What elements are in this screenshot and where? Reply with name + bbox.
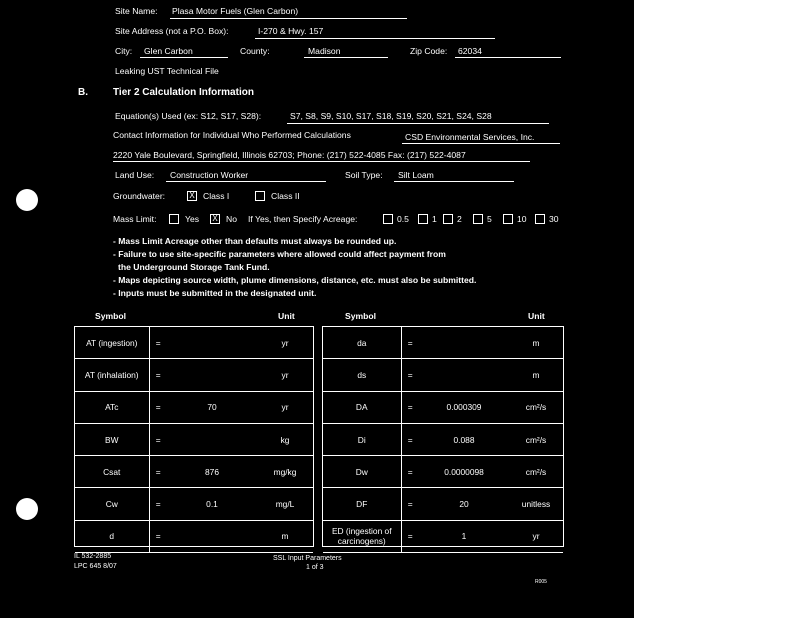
param-value[interactable]: 70 [167, 391, 257, 423]
param-equals: = [149, 423, 167, 455]
zip-underline [455, 57, 561, 58]
param-equals: = [401, 456, 419, 488]
param-unit: yr [257, 327, 313, 359]
contact-company: CSD Environmental Services, Inc. [405, 132, 535, 142]
param-symbol: da [323, 327, 401, 359]
param-symbol: ATc [75, 391, 149, 423]
equations-value: S7, S8, S9, S10, S17, S18, S19, S20, S21, S24, S28 [290, 111, 492, 121]
mass-limit-no-checkbox[interactable]: X [210, 214, 220, 224]
param-unit: m [509, 359, 563, 391]
site-address-label: Site Address (not a P.O. Box): [115, 26, 229, 36]
site-name-value: Plasa Motor Fuels (Glen Carbon) [172, 6, 299, 16]
param-symbol: Di [323, 423, 401, 455]
note-item: - Inputs must be submitted in the designated unit. [113, 288, 317, 298]
param-symbol: DA [323, 391, 401, 423]
param-equals: = [401, 359, 419, 391]
county-underline [304, 57, 388, 58]
table-row [323, 456, 563, 488]
table-row [323, 359, 563, 391]
param-symbol: ds [323, 359, 401, 391]
zip-label: Zip Code: [410, 46, 448, 56]
county-label: County: [240, 46, 270, 56]
acreage-option-2: 2 [457, 214, 462, 224]
form-id: IL 532-2885 [74, 553, 112, 560]
land-use-underline [166, 181, 326, 182]
param-value[interactable] [167, 520, 257, 552]
param-equals: = [401, 520, 419, 552]
acreage-option-10: 10 [517, 214, 527, 224]
param-unit: cm²/s [509, 456, 563, 488]
param-unit: yr [509, 520, 563, 552]
class-ii-checkbox[interactable] [255, 191, 265, 201]
param-symbol: Cw [75, 488, 149, 520]
acreage-label: If Yes, then Specify Acreage: [248, 214, 358, 224]
param-unit: yr [257, 391, 313, 423]
param-symbol: BW [75, 423, 149, 455]
param-equals: = [149, 456, 167, 488]
param-unit: unitless [509, 488, 563, 520]
contact-underline [402, 143, 560, 144]
acreage-checkbox-5[interactable] [473, 214, 483, 224]
contact-label: Contact Information for Individual Who Performed Calculations [113, 130, 351, 140]
param-value[interactable]: 20 [419, 488, 509, 520]
param-value[interactable] [419, 359, 509, 391]
city-value: Glen Carbon [144, 46, 193, 56]
param-symbol: AT (ingestion) [75, 327, 149, 359]
tiny-page-mark: R005 [535, 579, 547, 585]
soil-type-underline [394, 181, 514, 182]
contact-address-underline [113, 161, 530, 162]
left-unit-header: Unit [278, 311, 295, 321]
mass-limit-label: Mass Limit: [113, 214, 157, 224]
class-i-checkbox[interactable]: X [187, 191, 197, 201]
param-symbol: DF [323, 488, 401, 520]
param-equals: = [401, 488, 419, 520]
land-use-value: Construction Worker [170, 170, 249, 180]
punch-hole-top [16, 189, 38, 211]
right-unit-header: Unit [528, 311, 545, 321]
note-item: - Failure to use site-specific parameters where allowed could affect payment from [113, 249, 446, 259]
acreage-option-1: 1 [432, 214, 437, 224]
param-equals: = [149, 327, 167, 359]
param-value[interactable] [167, 359, 257, 391]
zip-value: 62034 [458, 46, 482, 56]
table-row [75, 520, 313, 552]
acreage-checkbox-10[interactable] [503, 214, 513, 224]
param-value[interactable]: 0.1 [167, 488, 257, 520]
left-parameter-table [74, 326, 314, 547]
right-parameter-table [322, 326, 564, 547]
left-symbol-header: Symbol [95, 311, 127, 321]
site-address-value: I-270 & Hwy. 157 [258, 26, 324, 36]
site-name-underline [170, 18, 407, 19]
acreage-option-30: 30 [549, 214, 559, 224]
table-row [75, 327, 313, 359]
note-item: the Underground Storage Tank Fund. [118, 262, 270, 272]
mass-limit-yes-label: Yes [185, 214, 200, 224]
param-symbol: AT (inhalation) [75, 359, 149, 391]
groundwater-label: Groundwater: [113, 191, 166, 201]
param-equals: = [149, 488, 167, 520]
form-revision: LPC 645 8/07 [74, 563, 117, 570]
punch-hole-bottom [16, 498, 38, 520]
city-underline [140, 57, 228, 58]
param-value[interactable]: 1 [419, 520, 509, 552]
contact-address-line: 2220 Yale Boulevard, Springfield, Illinois 62703; Phone: (217) 522-4085 Fax: (217) 522-4087 [113, 150, 466, 160]
param-symbol: Dw [323, 456, 401, 488]
equations-underline [287, 123, 549, 124]
acreage-checkbox-1[interactable] [418, 214, 428, 224]
param-equals: = [401, 391, 419, 423]
acreage-checkbox-30[interactable] [535, 214, 545, 224]
param-unit: m [257, 520, 313, 552]
footer-title: SSL Input Parameters [273, 555, 342, 562]
county-value: Madison [308, 46, 341, 56]
param-value[interactable]: 876 [167, 456, 257, 488]
site-address-underline [255, 38, 495, 39]
table-row [75, 488, 313, 520]
table-row [323, 327, 563, 359]
param-equals: = [401, 327, 419, 359]
acreage-option-5: 5 [487, 214, 492, 224]
table-row [323, 488, 563, 520]
site-name-label: Site Name: [115, 6, 158, 16]
param-value[interactable] [167, 423, 257, 455]
section-title: Tier 2 Calculation Information [113, 87, 254, 98]
param-symbol: ED (ingestion of carcinogens) [323, 520, 401, 552]
param-unit: kg [257, 423, 313, 455]
param-unit: mg/L [257, 488, 313, 520]
param-value[interactable]: 0.000309 [419, 391, 509, 423]
param-symbol: d [75, 520, 149, 552]
equations-label: Equation(s) Used (ex: S12, S17, S28): [115, 111, 262, 121]
right-symbol-header: Symbol [345, 311, 377, 321]
table-row [75, 423, 313, 455]
table-row [75, 456, 313, 488]
table-row [323, 423, 563, 455]
soil-type-label: Soil Type: [345, 170, 383, 180]
param-equals: = [149, 391, 167, 423]
param-value[interactable] [167, 327, 257, 359]
table-row [323, 520, 563, 552]
param-unit: yr [257, 359, 313, 391]
acreage-checkbox-2[interactable] [443, 214, 453, 224]
acreage-option-0-5: 0.5 [397, 214, 409, 224]
param-unit: cm²/s [509, 391, 563, 423]
soil-type-value: Silt Loam [398, 170, 434, 180]
section-letter: B. [78, 87, 88, 98]
table-row [323, 391, 563, 423]
mass-limit-no-label: No [226, 214, 237, 224]
mass-limit-yes-checkbox[interactable] [169, 214, 179, 224]
note-item: - Maps depicting source width, plume dimensions, distance, etc. must also be submitted. [113, 275, 477, 285]
note-item: - Mass Limit Acreage other than defaults must always be rounded up. [113, 236, 397, 246]
param-equals: = [149, 520, 167, 552]
land-use-label: Land Use: [115, 170, 155, 180]
class-ii-label: Class II [271, 191, 300, 201]
param-unit: mg/kg [257, 456, 313, 488]
acreage-checkbox-0-5[interactable] [383, 214, 393, 224]
leaking-ust-file-label: Leaking UST Technical File [115, 66, 219, 76]
param-unit: m [509, 327, 563, 359]
footer-page-number: 1 of 3 [306, 564, 324, 571]
param-value[interactable] [419, 327, 509, 359]
notes-list [113, 235, 476, 300]
param-equals: = [401, 423, 419, 455]
param-symbol: Csat [75, 456, 149, 488]
param-equals: = [149, 359, 167, 391]
table-row [75, 359, 313, 391]
class-i-label: Class I [203, 191, 230, 201]
table-row [75, 391, 313, 423]
city-label: City: [115, 46, 133, 56]
param-value[interactable]: 0.088 [419, 423, 509, 455]
param-unit: cm²/s [509, 423, 563, 455]
param-value[interactable]: 0.0000098 [419, 456, 509, 488]
